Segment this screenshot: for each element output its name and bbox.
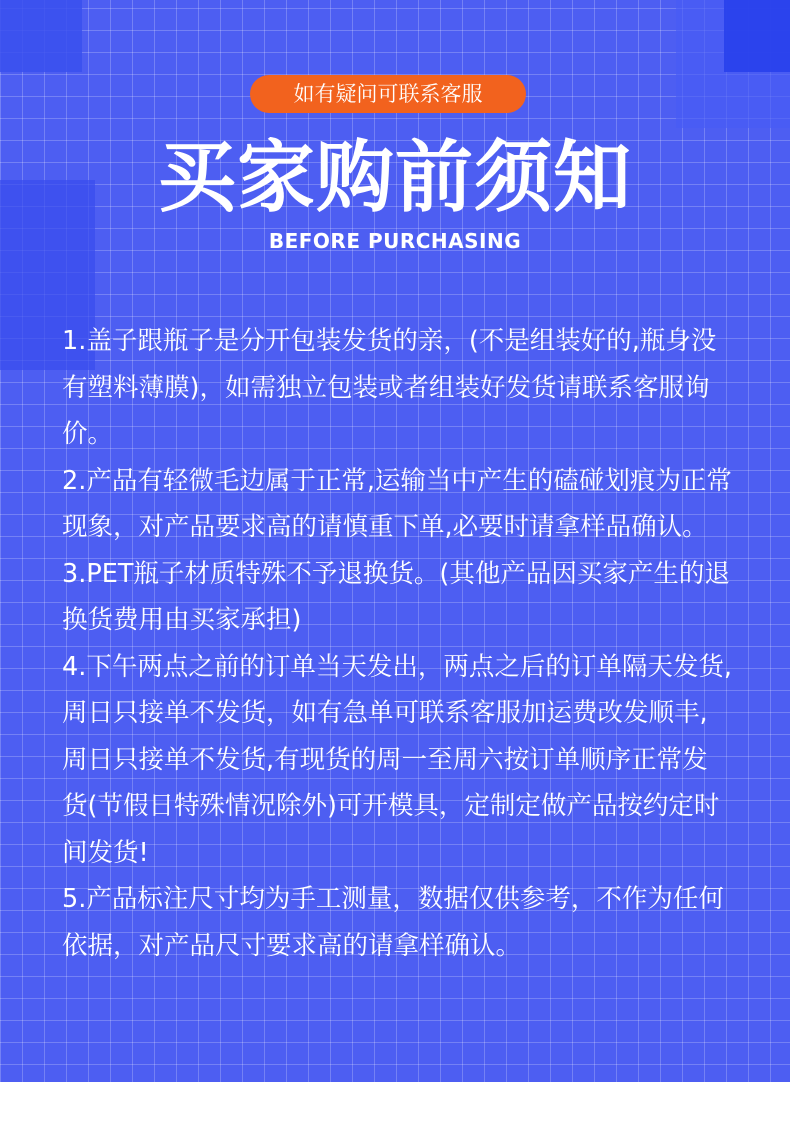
notice-item-defects: 2.产品有轻微毛边属于正常,运输当中产生的磕碰划痕为正常现象，对产品要求高的请慎重下单,必要时请拿样品确认。: [62, 465, 732, 542]
notice-item-shipping: 4.下午两点之前的订单当天发出，两点之后的订单隔天发货,周日只接单不发货，如有急单可联系客服加运费改发顺丰,周日只接单不发货,有现货的周一至周六按订单顺序正常发货(节假日特殊情况除外)可开模具，定制定做产品按约定时间发货!: [62, 651, 732, 868]
page-subtitle: BEFORE PURCHASING: [268, 229, 522, 253]
notice-item-packaging: 1.盖子跟瓶子是分开包装发货的亲，(不是组装好的,瓶身没有塑料薄膜)，如需独立包装或者组装好发货请联系客服询价。: [62, 326, 717, 449]
page-title: 买家购前须知: [157, 133, 632, 223]
contact-service-badge: 如有疑问可联系客服: [250, 75, 526, 113]
notice-item-dimensions: 5.产品标注尺寸均为手工测量，数据仅供参考，不作为任何依据，对产品尺寸要求高的请拿样确认。: [62, 884, 724, 961]
notice-list: [62, 318, 732, 969]
decor-square-top-right-inner: [724, 0, 790, 72]
notice-item-returns: 3.PET瓶子材质特殊不予退换货。(其他产品因买家产生的退换货费用由买家承担): [62, 558, 730, 635]
decor-square-top-left: [0, 0, 82, 72]
